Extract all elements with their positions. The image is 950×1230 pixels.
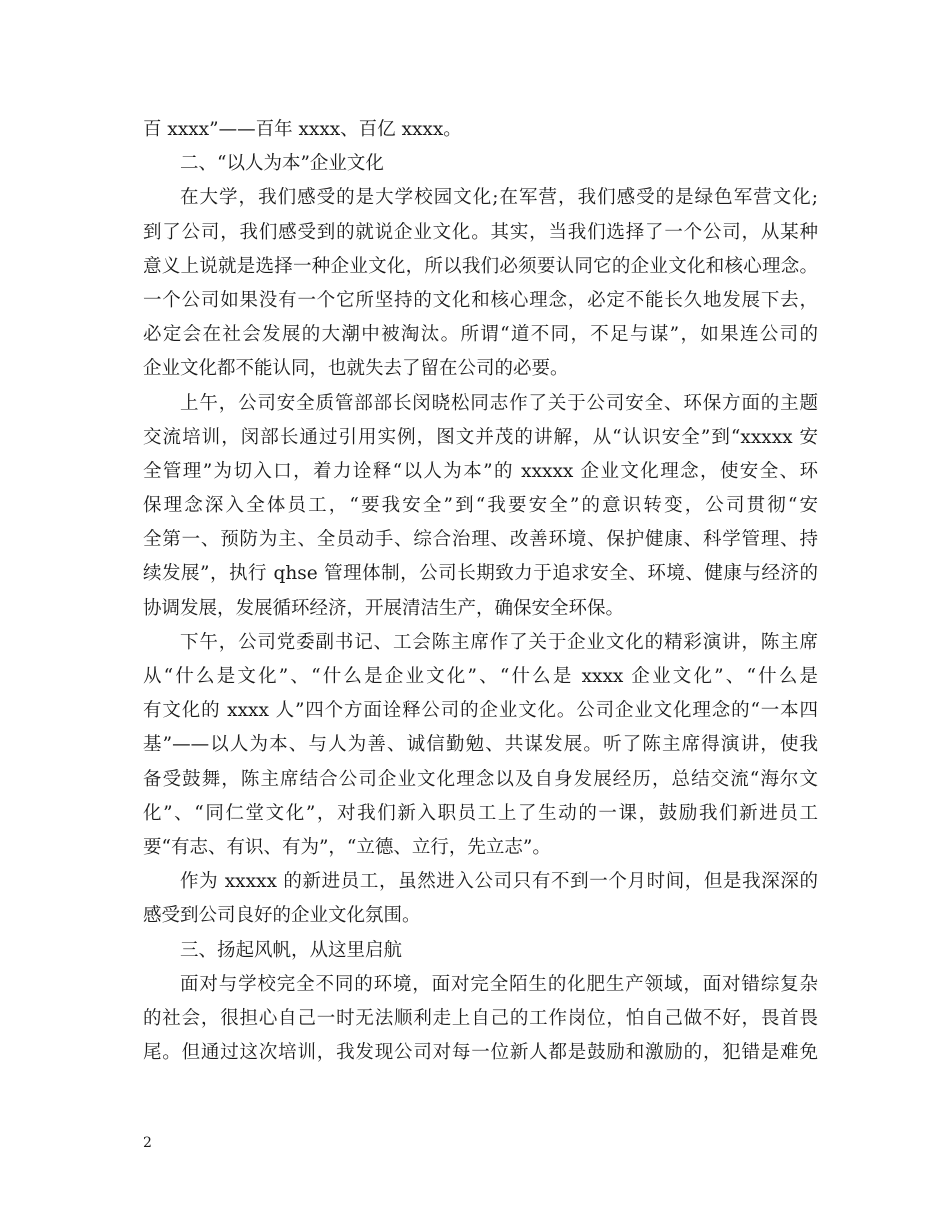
paragraph-line: 百 xxxx”——百年 xxxx、百亿 xxxx。 (143, 119, 462, 140)
paragraph-line: 保理念深入全体员工，“要我安全”到“我要安全”的意识转变，公司贯彻“安 (143, 495, 818, 517)
paragraph-line: 企业文化都不能认同，也就失去了留在公司的必要。 (143, 358, 569, 380)
paragraph-line: 全第一、预防为主、全员动手、综合治理、改善环境、保护健康、科学管理、持 (143, 529, 818, 551)
section-heading: 二、“以人为本”企业文化 (180, 153, 384, 175)
document-body (143, 113, 818, 1070)
paragraph-line: 上午，公司安全质管部部长闵晓松同志作了关于公司安全、环保方面的主题 (180, 392, 818, 414)
paragraph-line: 协调发展，发展循环经济，开展清洁生产，确保安全环保。 (143, 597, 625, 619)
paragraph-line: 必定会在社会发展的大潮中被淘汰。所谓“道不同，不足与谋”，如果连公司的 (143, 324, 818, 346)
paragraph-line: 一个公司如果没有一个它所坚持的文化和核心理念，必定不能长久地发展下去， (143, 289, 818, 311)
paragraph-line: 基”——以人为本、与人为善、诚信勤勉、共谋发展。听了陈主席得演讲，使我 (143, 734, 818, 756)
paragraph-line: 面对与学校完全不同的环境，面对完全陌生的化肥生产领域，面对错综复杂 (180, 973, 818, 995)
paragraph-line: 全管理”为切入口，着力诠释“以人为本”的 xxxxx 企业文化理念，使安全、环 (143, 460, 818, 482)
paragraph-line: 的社会，很担心自己一时无法顺利走上自己的工作岗位，怕自己做不好，畏首畏 (143, 1007, 818, 1029)
section-heading: 三、扬起风帆，从这里启航 (180, 939, 403, 961)
paragraph-line: 尾。但通过这次培训，我发现公司对每一位新人都是鼓励和激励的，犯错是难免 (143, 1042, 818, 1064)
paragraph-line: 有文化的 xxxx 人”四个方面诠释公司的企业文化。公司企业文化理念的“一本四 (143, 700, 818, 722)
paragraph-line: 作为 xxxxx 的新进员工，虽然进入公司只有不到一个月时间，但是我深深的 (180, 871, 818, 893)
paragraph-line: 交流培训，闵部长通过引用实例，图文并茂的讲解，从“认识安全”到“xxxxx 安 (143, 426, 818, 448)
paragraph-line: 下午，公司党委副书记、工会陈主席作了关于企业文化的精彩演讲，陈主席 (180, 631, 818, 653)
paragraph-line: 备受鼓舞，陈主席结合公司企业文化理念以及自身发展经历，总结交流“海尔文 (143, 768, 818, 790)
paragraph-line: 化”、“同仁堂文化”，对我们新入职员工上了生动的一课，鼓励我们新进员工 (143, 802, 818, 824)
paragraph-line: 从“什么是文化”、“什么是企业文化”、“什么是 xxxx 企业文化”、“什么是 (143, 666, 818, 687)
paragraph-line: 在大学，我们感受的是大学校园文化;在军营，我们感受的是绿色军营文化; (180, 187, 818, 209)
paragraph-line: 到了公司，我们感受到的就说企业文化。其实，当我们选择了一个公司，从某种 (143, 221, 818, 243)
paragraph-line: 续发展”，执行 qhse 管理体制，公司长期致力于追求安全、环境、健康与经济的 (143, 563, 818, 585)
paragraph-line: 意义上说就是选择一种企业文化，所以我们必须要认同它的企业文化和核心理念。 (143, 255, 818, 277)
paragraph-line: 要“有志、有识、有为”，“立德、立行，先立志”。 (143, 836, 551, 858)
paragraph-line: 感受到公司良好的企业文化氛围。 (143, 905, 421, 927)
page-number: 2 (143, 1135, 152, 1151)
